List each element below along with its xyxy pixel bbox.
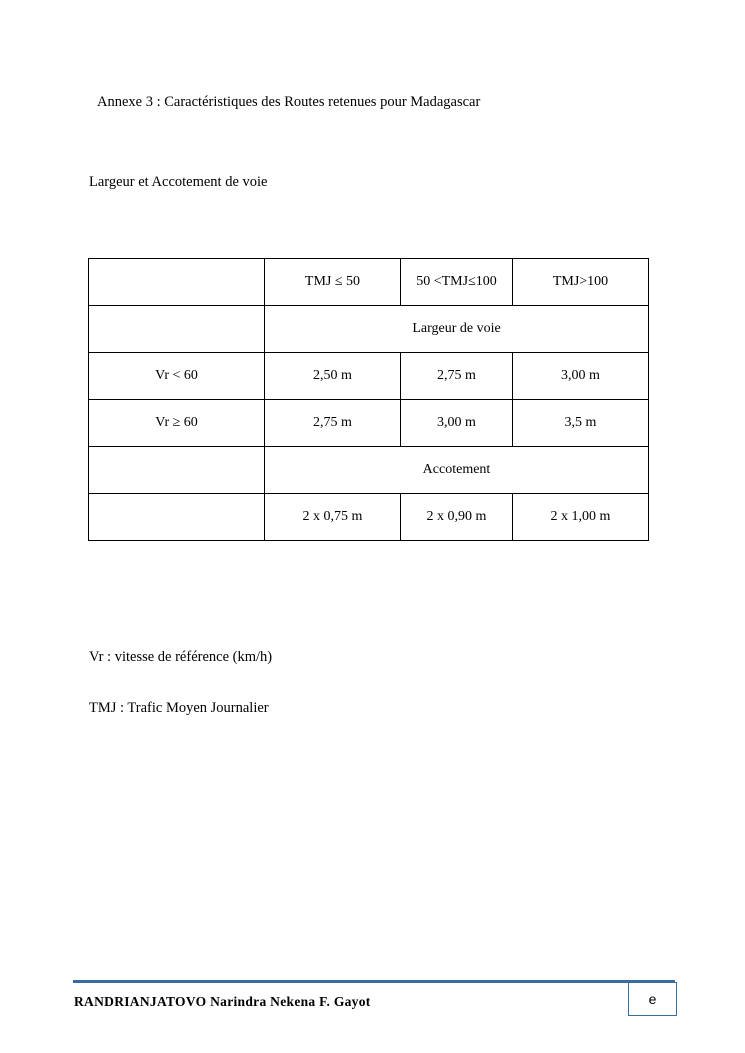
note-vr: Vr : vitesse de référence (km/h)	[89, 649, 273, 665]
table-row	[89, 259, 649, 306]
row-label-accotement	[89, 494, 265, 541]
page-number-box: e	[628, 982, 677, 1016]
note-tmj: TMJ : Trafic Moyen Journalier	[89, 699, 269, 716]
header-tmj-high: TMJ>100	[513, 259, 649, 306]
cell-accotement-tmj-mid: 2 x 0,90 m	[401, 494, 513, 541]
group-header-largeur: Largeur de voie	[265, 306, 649, 353]
table-row	[89, 306, 649, 353]
cell-largeur-lt60-tmj-low: 2,50 m	[265, 353, 401, 400]
row-label-vr-ge-60: Vr ≥ 60	[89, 400, 265, 447]
cell-accotement-tmj-high: 2 x 1,00 m	[513, 494, 649, 541]
spacer-cell	[89, 306, 265, 353]
cell-largeur-ge60-tmj-high: 3,5 m	[513, 400, 649, 447]
cell-largeur-ge60-tmj-mid: 3,00 m	[401, 400, 513, 447]
header-tmj-low: TMJ ≤ 50	[265, 259, 401, 306]
spacer-cell	[89, 447, 265, 494]
annex-title: Annexe 3 : Caractéristiques des Routes retenues pour Madagascar	[97, 94, 481, 110]
group-header-accotement: Accotement	[265, 447, 649, 494]
cell-accotement-tmj-low: 2 x 0,75 m	[265, 494, 401, 541]
road-characteristics-table	[88, 258, 648, 541]
legend-notes	[89, 648, 272, 750]
footer-divider	[73, 980, 675, 983]
header-tmj-mid: 50 <TMJ≤100	[401, 259, 513, 306]
table-row	[89, 494, 649, 541]
row-label-vr-lt-60: Vr < 60	[89, 353, 265, 400]
table-row	[89, 400, 649, 447]
table-row	[89, 447, 649, 494]
header-corner-cell	[89, 259, 265, 306]
footer-author: RANDRIANJATOVO Narindra Nekena F. Gayot	[74, 994, 371, 1009]
cell-largeur-lt60-tmj-high: 3,00 m	[513, 353, 649, 400]
section-label: Largeur et Accotement de voie	[89, 174, 268, 190]
cell-largeur-ge60-tmj-low: 2,75 m	[265, 400, 401, 447]
cell-largeur-lt60-tmj-mid: 2,75 m	[401, 353, 513, 400]
table-row	[89, 353, 649, 400]
